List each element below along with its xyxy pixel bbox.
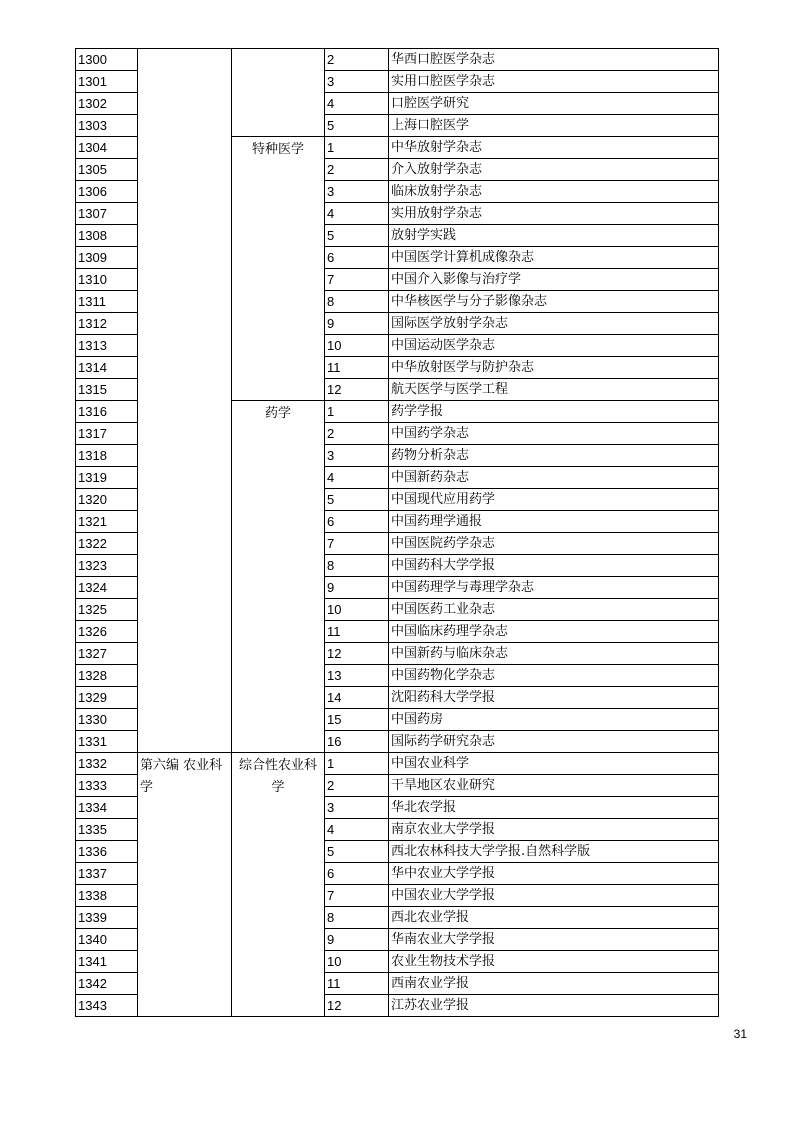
journal-name-cell: 中华放射学杂志 (389, 137, 719, 159)
sequence-cell: 11 (325, 357, 389, 379)
journal-name-cell: 中国药房 (389, 709, 719, 731)
journal-name-cell: 实用放射学杂志 (389, 203, 719, 225)
row-number-cell: 1309 (76, 247, 138, 269)
sequence-cell: 13 (325, 665, 389, 687)
row-number-cell: 1327 (76, 643, 138, 665)
journal-name-cell: 中国药理学与毒理学杂志 (389, 577, 719, 599)
sequence-cell: 3 (325, 181, 389, 203)
row-number-cell: 1340 (76, 929, 138, 951)
sequence-cell: 8 (325, 555, 389, 577)
table-row (76, 49, 719, 71)
sequence-cell: 2 (325, 423, 389, 445)
edition-cell (138, 49, 232, 753)
row-number-cell: 1323 (76, 555, 138, 577)
row-number-cell: 1329 (76, 687, 138, 709)
row-number-cell: 1310 (76, 269, 138, 291)
journal-name-cell: 口腔医学研究 (389, 93, 719, 115)
sequence-cell: 4 (325, 93, 389, 115)
row-number-cell: 1306 (76, 181, 138, 203)
journal-name-cell: 中国医药工业杂志 (389, 599, 719, 621)
row-number-cell: 1325 (76, 599, 138, 621)
sequence-cell: 4 (325, 467, 389, 489)
sequence-cell: 12 (325, 643, 389, 665)
row-number-cell: 1304 (76, 137, 138, 159)
journal-name-cell: 中国农业大学学报 (389, 885, 719, 907)
sequence-cell: 9 (325, 929, 389, 951)
sequence-cell: 11 (325, 973, 389, 995)
journal-name-cell: 华中农业大学学报 (389, 863, 719, 885)
journal-name-cell: 药学学报 (389, 401, 719, 423)
journal-name-cell: 实用口腔医学杂志 (389, 71, 719, 93)
journal-name-cell: 中国医院药学杂志 (389, 533, 719, 555)
sequence-cell: 6 (325, 247, 389, 269)
sequence-cell: 1 (325, 753, 389, 775)
sequence-cell: 3 (325, 71, 389, 93)
journal-name-cell: 介入放射学杂志 (389, 159, 719, 181)
row-number-cell: 1343 (76, 995, 138, 1017)
row-number-cell: 1308 (76, 225, 138, 247)
row-number-cell: 1317 (76, 423, 138, 445)
sequence-cell: 12 (325, 379, 389, 401)
sequence-cell: 3 (325, 797, 389, 819)
journal-name-cell: 中国运动医学杂志 (389, 335, 719, 357)
journal-name-cell: 国际药学研究杂志 (389, 731, 719, 753)
journal-name-cell: 中国农业科学 (389, 753, 719, 775)
row-number-cell: 1332 (76, 753, 138, 775)
journal-name-cell: 国际医学放射学杂志 (389, 313, 719, 335)
journal-name-cell: 中国介入影像与治疗学 (389, 269, 719, 291)
row-number-cell: 1321 (76, 511, 138, 533)
row-number-cell: 1300 (76, 49, 138, 71)
row-number-cell: 1342 (76, 973, 138, 995)
sequence-cell: 1 (325, 137, 389, 159)
row-number-cell: 1341 (76, 951, 138, 973)
journal-name-cell: 放射学实践 (389, 225, 719, 247)
journal-list-sheet (75, 48, 718, 1022)
journal-table (75, 48, 719, 1017)
row-number-cell: 1301 (76, 71, 138, 93)
row-number-cell: 1303 (76, 115, 138, 137)
sequence-cell: 5 (325, 225, 389, 247)
journal-name-cell: 中国医学计算机成像杂志 (389, 247, 719, 269)
row-number-cell: 1334 (76, 797, 138, 819)
journal-name-cell: 农业生物技术学报 (389, 951, 719, 973)
journal-name-cell: 临床放射学杂志 (389, 181, 719, 203)
journal-name-cell: 中国药理学通报 (389, 511, 719, 533)
sequence-cell: 10 (325, 335, 389, 357)
row-number-cell: 1330 (76, 709, 138, 731)
row-number-cell: 1338 (76, 885, 138, 907)
sequence-cell: 10 (325, 599, 389, 621)
row-number-cell: 1312 (76, 313, 138, 335)
sequence-cell: 2 (325, 49, 389, 71)
journal-name-cell: 沈阳药科大学学报 (389, 687, 719, 709)
edition-cell: 第六编 农业科学 (138, 753, 232, 1017)
journal-name-cell: 中华核医学与分子影像杂志 (389, 291, 719, 313)
row-number-cell: 1337 (76, 863, 138, 885)
journal-name-cell: 中国临床药理学杂志 (389, 621, 719, 643)
row-number-cell: 1333 (76, 775, 138, 797)
journal-name-cell: 华南农业大学学报 (389, 929, 719, 951)
sequence-cell: 4 (325, 819, 389, 841)
journal-name-cell: 中国药科大学学报 (389, 555, 719, 577)
category-cell: 综合性农业科学 (232, 753, 325, 1017)
sequence-cell: 3 (325, 445, 389, 467)
row-number-cell: 1305 (76, 159, 138, 181)
page-number: 31 (733, 1027, 747, 1041)
row-number-cell: 1315 (76, 379, 138, 401)
sequence-cell: 8 (325, 291, 389, 313)
table-row (76, 753, 719, 775)
row-number-cell: 1335 (76, 819, 138, 841)
row-number-cell: 1324 (76, 577, 138, 599)
sequence-cell: 15 (325, 709, 389, 731)
sequence-cell: 2 (325, 775, 389, 797)
sequence-cell: 7 (325, 533, 389, 555)
sequence-cell: 5 (325, 489, 389, 511)
journal-name-cell: 中国新药杂志 (389, 467, 719, 489)
journal-name-cell: 华北农学报 (389, 797, 719, 819)
row-number-cell: 1307 (76, 203, 138, 225)
journal-name-cell: 上海口腔医学 (389, 115, 719, 137)
sequence-cell: 6 (325, 863, 389, 885)
row-number-cell: 1336 (76, 841, 138, 863)
journal-name-cell: 江苏农业学报 (389, 995, 719, 1017)
row-number-cell: 1326 (76, 621, 138, 643)
sequence-cell: 11 (325, 621, 389, 643)
row-number-cell: 1320 (76, 489, 138, 511)
row-number-cell: 1316 (76, 401, 138, 423)
sequence-cell: 12 (325, 995, 389, 1017)
journal-name-cell: 中国现代应用药学 (389, 489, 719, 511)
sequence-cell: 16 (325, 731, 389, 753)
sequence-cell: 14 (325, 687, 389, 709)
row-number-cell: 1339 (76, 907, 138, 929)
category-cell (232, 49, 325, 137)
journal-name-cell: 中国药物化学杂志 (389, 665, 719, 687)
sequence-cell: 10 (325, 951, 389, 973)
sequence-cell: 4 (325, 203, 389, 225)
journal-name-cell: 航天医学与医学工程 (389, 379, 719, 401)
journal-name-cell: 西北农业学报 (389, 907, 719, 929)
sequence-cell: 7 (325, 885, 389, 907)
sequence-cell: 5 (325, 115, 389, 137)
sequence-cell: 2 (325, 159, 389, 181)
journal-name-cell: 中国药学杂志 (389, 423, 719, 445)
row-number-cell: 1313 (76, 335, 138, 357)
row-number-cell: 1318 (76, 445, 138, 467)
sequence-cell: 1 (325, 401, 389, 423)
row-number-cell: 1311 (76, 291, 138, 313)
row-number-cell: 1331 (76, 731, 138, 753)
journal-name-cell: 南京农业大学学报 (389, 819, 719, 841)
journal-name-cell: 华西口腔医学杂志 (389, 49, 719, 71)
row-number-cell: 1314 (76, 357, 138, 379)
journal-name-cell: 干旱地区农业研究 (389, 775, 719, 797)
row-number-cell: 1302 (76, 93, 138, 115)
category-cell: 特种医学 (232, 137, 325, 401)
row-number-cell: 1322 (76, 533, 138, 555)
category-cell: 药学 (232, 401, 325, 753)
sequence-cell: 9 (325, 577, 389, 599)
sequence-cell: 8 (325, 907, 389, 929)
journal-name-cell: 西南农业学报 (389, 973, 719, 995)
sequence-cell: 9 (325, 313, 389, 335)
journal-table-body (76, 49, 719, 1017)
journal-name-cell: 中国新药与临床杂志 (389, 643, 719, 665)
sequence-cell: 6 (325, 511, 389, 533)
sequence-cell: 5 (325, 841, 389, 863)
journal-name-cell: 药物分析杂志 (389, 445, 719, 467)
journal-name-cell: 中华放射医学与防护杂志 (389, 357, 719, 379)
sequence-cell: 7 (325, 269, 389, 291)
row-number-cell: 1319 (76, 467, 138, 489)
row-number-cell: 1328 (76, 665, 138, 687)
journal-name-cell: 西北农林科技大学学报.自然科学版 (389, 841, 719, 863)
